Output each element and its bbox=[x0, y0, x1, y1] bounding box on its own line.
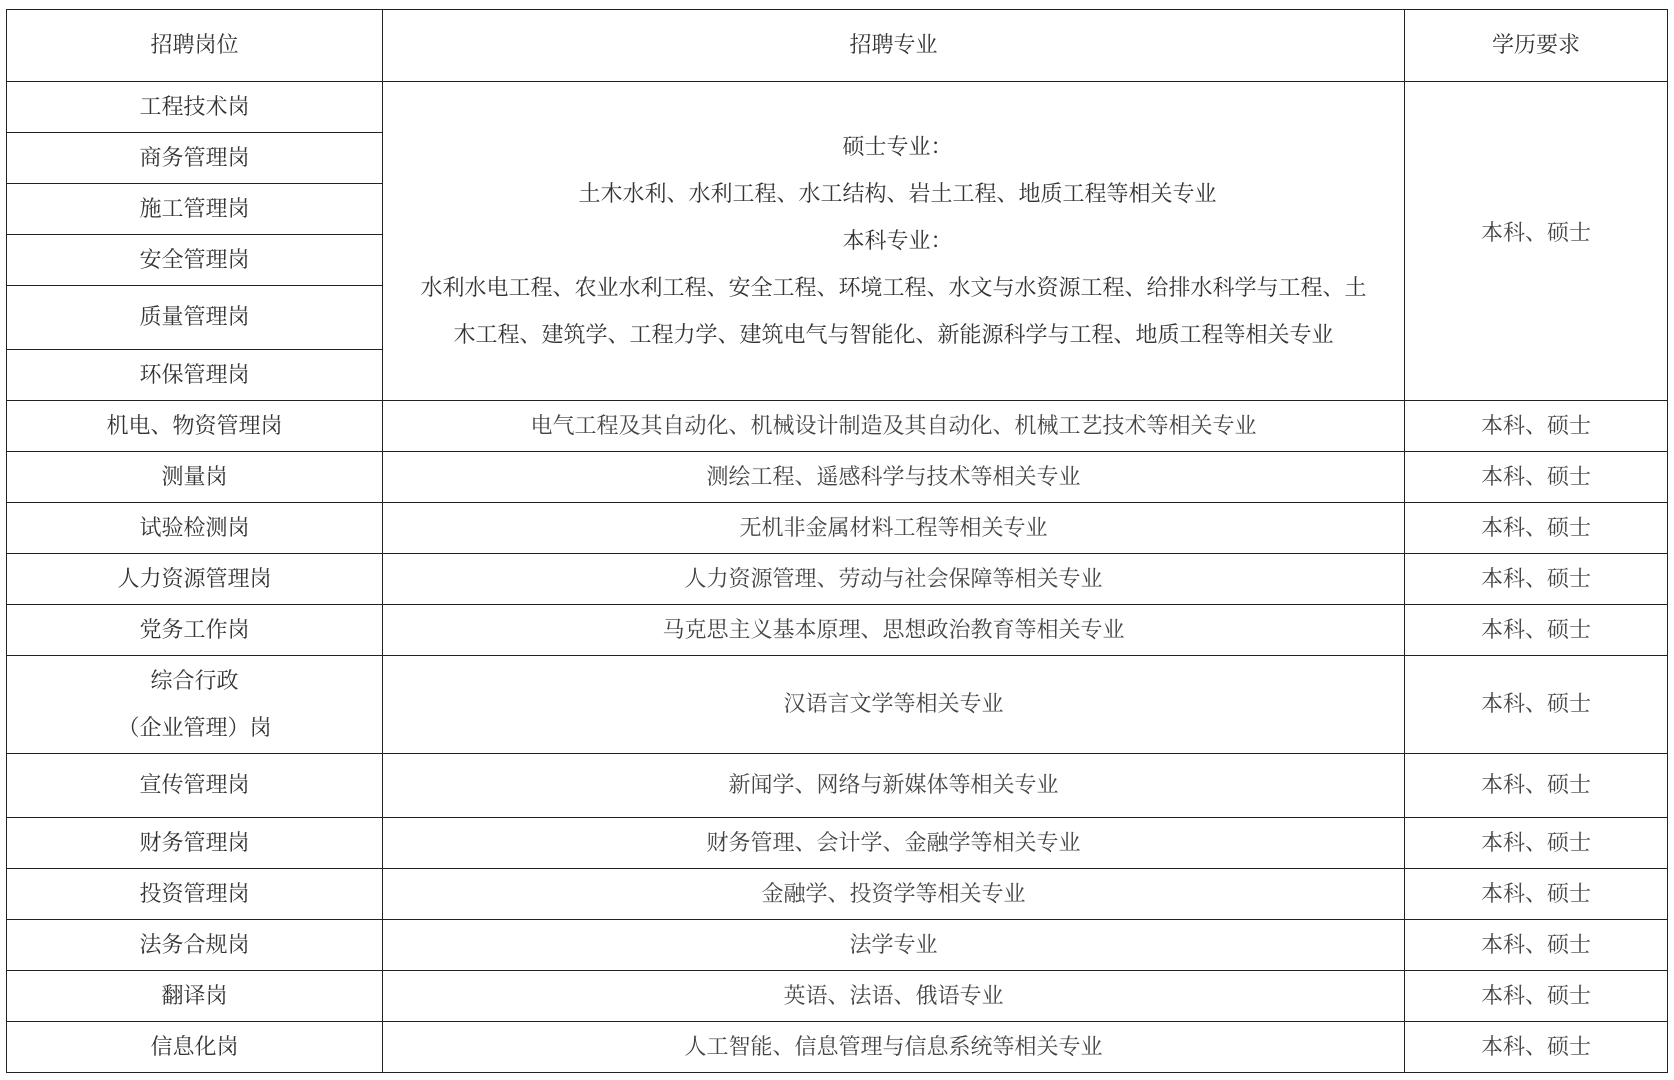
table-row bbox=[7, 971, 1668, 1022]
major-cell: 人工智能、信息管理与信息系统等相关专业 bbox=[383, 1022, 1405, 1073]
major-cell: 英语、法语、俄语专业 bbox=[383, 971, 1405, 1022]
education-cell: 本科、硕士 bbox=[1405, 971, 1668, 1022]
major-cell: 汉语言文学等相关专业 bbox=[383, 656, 1405, 754]
table-row bbox=[7, 754, 1668, 818]
major-cell: 无机非金属材料工程等相关专业 bbox=[383, 503, 1405, 554]
position-cell: 翻译岗 bbox=[7, 971, 383, 1022]
table-row bbox=[7, 818, 1668, 869]
table-row bbox=[7, 503, 1668, 554]
major-cell: 财务管理、会计学、金融学等相关专业 bbox=[383, 818, 1405, 869]
master-label: 硕士专业： bbox=[842, 134, 953, 160]
major-cell: 人力资源管理、劳动与社会保障等相关专业 bbox=[383, 554, 1405, 605]
table-row bbox=[7, 656, 1668, 754]
table-row bbox=[7, 920, 1668, 971]
position-line1: 综合行政 bbox=[150, 668, 239, 694]
position-cell: 财务管理岗 bbox=[7, 818, 383, 869]
table-row bbox=[7, 605, 1668, 656]
education-cell: 本科、硕士 bbox=[1405, 869, 1668, 920]
major-cell: 马克思主义基本原理、思想政治教育等相关专业 bbox=[383, 605, 1405, 656]
education-cell: 本科、硕士 bbox=[1405, 818, 1668, 869]
bachelor-label: 本科专业： bbox=[842, 228, 953, 254]
education-cell: 本科、硕士 bbox=[1405, 452, 1668, 503]
recruitment-table-container bbox=[6, 9, 1667, 1073]
education-cell: 本科、硕士 bbox=[1405, 605, 1668, 656]
position-cell: 环保管理岗 bbox=[7, 350, 383, 401]
master-majors: 土木水利、水利工程、水工结构、岩土工程、地质工程等相关专业 bbox=[578, 181, 1217, 207]
position-cell: 党务工作岗 bbox=[7, 605, 383, 656]
major-cell: 测绘工程、遥感科学与技术等相关专业 bbox=[383, 452, 1405, 503]
education-cell: 本科、硕士 bbox=[1405, 554, 1668, 605]
table-row bbox=[7, 82, 1668, 133]
position-cell: 安全管理岗 bbox=[7, 235, 383, 286]
position-cell: 工程技术岗 bbox=[7, 82, 383, 133]
position-cell: 法务合规岗 bbox=[7, 920, 383, 971]
position-cell-two-line bbox=[7, 656, 383, 754]
position-cell: 质量管理岗 bbox=[7, 286, 383, 350]
education-cell: 本科、硕士 bbox=[1405, 401, 1668, 452]
header-position: 招聘岗位 bbox=[7, 10, 383, 82]
merged-majors-cell bbox=[383, 82, 1405, 401]
education-cell: 本科、硕士 bbox=[1405, 754, 1668, 818]
position-cell: 人力资源管理岗 bbox=[7, 554, 383, 605]
position-cell: 商务管理岗 bbox=[7, 133, 383, 184]
bachelor-majors-line2: 木工程、建筑学、工程力学、建筑电气与智能化、新能源科学与工程、地质工程等相关专业 bbox=[453, 322, 1334, 348]
major-cell: 法学专业 bbox=[383, 920, 1405, 971]
position-cell: 信息化岗 bbox=[7, 1022, 383, 1073]
education-cell: 本科、硕士 bbox=[1405, 656, 1668, 754]
table-row bbox=[7, 1022, 1668, 1073]
position-cell: 机电、物资管理岗 bbox=[7, 401, 383, 452]
merged-education-cell: 本科、硕士 bbox=[1405, 82, 1668, 401]
major-cell: 电气工程及其自动化、机械设计制造及其自动化、机械工艺技术等相关专业 bbox=[383, 401, 1405, 452]
header-row bbox=[7, 10, 1668, 82]
education-cell: 本科、硕士 bbox=[1405, 1022, 1668, 1073]
table-row bbox=[7, 452, 1668, 503]
major-cell: 新闻学、网络与新媒体等相关专业 bbox=[383, 754, 1405, 818]
table-row bbox=[7, 401, 1668, 452]
table-row bbox=[7, 554, 1668, 605]
position-cell: 施工管理岗 bbox=[7, 184, 383, 235]
header-major: 招聘专业 bbox=[383, 10, 1405, 82]
bachelor-majors-line1: 水利水电工程、农业水利工程、安全工程、环境工程、水文与水资源工程、给排水科学与工程、土 bbox=[420, 275, 1367, 301]
position-cell: 宣传管理岗 bbox=[7, 754, 383, 818]
position-cell: 试验检测岗 bbox=[7, 503, 383, 554]
position-cell: 投资管理岗 bbox=[7, 869, 383, 920]
education-cell: 本科、硕士 bbox=[1405, 503, 1668, 554]
major-cell: 金融学、投资学等相关专业 bbox=[383, 869, 1405, 920]
recruitment-table bbox=[6, 9, 1668, 1073]
position-line2: （企业管理）岗 bbox=[117, 715, 272, 741]
table-row bbox=[7, 869, 1668, 920]
header-education: 学历要求 bbox=[1405, 10, 1668, 82]
position-cell: 测量岗 bbox=[7, 452, 383, 503]
education-cell: 本科、硕士 bbox=[1405, 920, 1668, 971]
